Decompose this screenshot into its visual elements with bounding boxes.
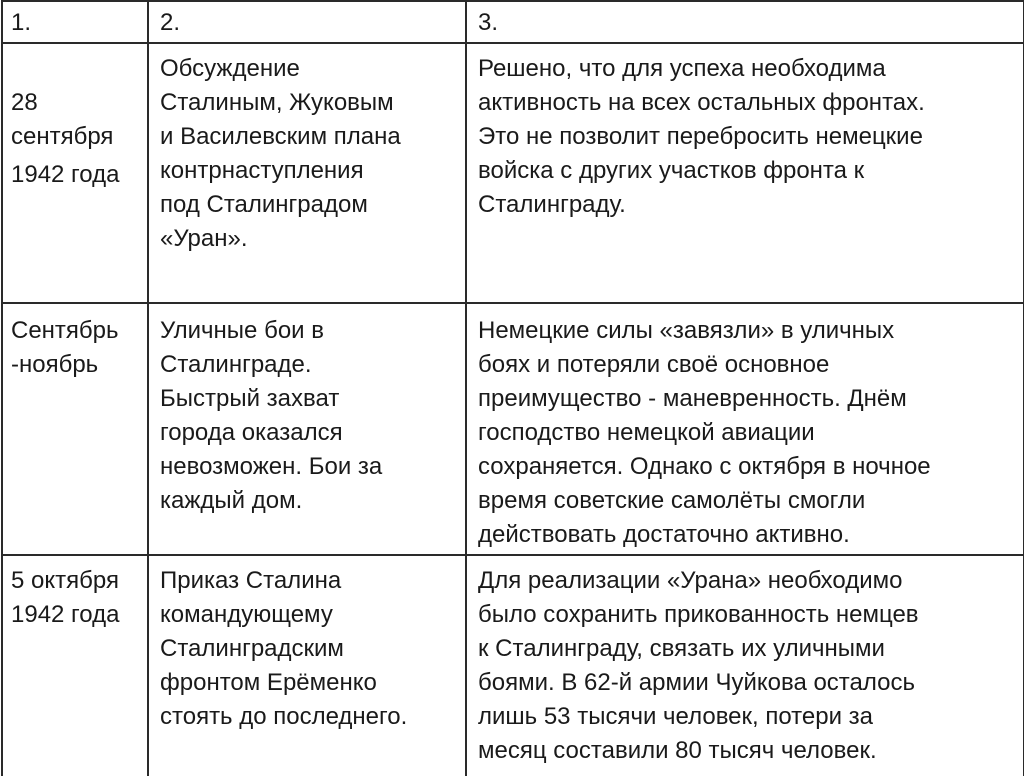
significance-cell: Решено, что для успеха необходима активность на всех остальных фронтах. Это не позволит перебросить немецкие войска с других участков фронта к Сталинграду. [466, 43, 1024, 303]
date-text: 28 сентября [11, 89, 114, 150]
event-cell: Уличные бои в Сталинграде. Быстрый захват города оказался невозможен. Бои за каждый дом. [148, 303, 466, 555]
header-cell-2: 2. [148, 1, 466, 43]
table-row [2, 303, 1024, 555]
event-cell: Приказ Сталина командующему Сталинградским фронтом Ерёменко стоять до последнего. [148, 555, 466, 776]
history-table [1, 0, 1024, 776]
table-row [2, 43, 1024, 303]
date-cell [2, 43, 148, 303]
table-header-row [2, 1, 1024, 43]
table-row [2, 555, 1024, 776]
significance-cell: Немецкие силы «завязли» в уличных боях и потеряли своё основное преимущество - маневренность. Днём господство немецкой авиации сохраняется. Однако с октября в ночное время советские самолёты смогли действовать достаточно активно. [466, 303, 1024, 555]
header-cell-3: 3. [466, 1, 1024, 43]
header-cell-1: 1. [2, 1, 148, 43]
date-cell: 5 октября 1942 года [2, 555, 148, 776]
date-year-text: 1942 года [11, 161, 120, 188]
significance-cell: Для реализации «Урана» необходимо было сохранить прикованность немцев к Сталинграду, связать их уличными боями. В 62-й армии Чуйкова осталось лишь 53 тысячи человек, потери за месяц составили 80 тысяч человек. [466, 555, 1024, 776]
event-cell: Обсуждение Сталиным, Жуковым и Василевским плана контрнаступления под Сталинградом «Уран». [148, 43, 466, 303]
date-cell: Сентябрь -ноябрь [2, 303, 148, 555]
